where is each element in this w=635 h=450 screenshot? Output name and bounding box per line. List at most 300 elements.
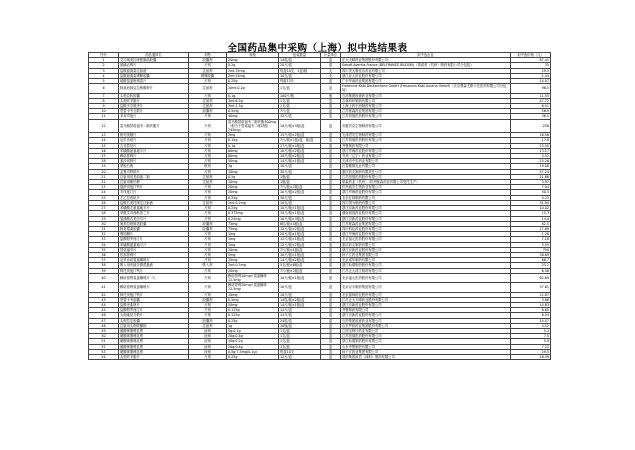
cell-dosage-form: 涂剂	[189, 344, 227, 349]
cell-drug-name: 厄贝沙坦氢氯噻嗪片	[119, 258, 189, 263]
cell-drug-name: 盐酸多奈哌齐片	[119, 104, 189, 109]
cell-drug-name: 盐酸右美托咪定注射液	[119, 200, 189, 205]
cell-company: 北京京丰制药集团有限公司	[341, 283, 511, 292]
cell-dosage-form: 片剂	[189, 93, 227, 98]
cell-index: 8	[89, 98, 119, 103]
cell-unit: 盒	[321, 318, 341, 323]
cell-price: 38.89	[511, 252, 551, 257]
cell-unit: 盒	[321, 328, 341, 333]
cell-package: 10片/板×2板/盒	[279, 154, 321, 159]
cell-index: 17	[89, 154, 119, 159]
cell-package: 24粒/盒	[279, 318, 321, 323]
cell-company: 湖南洞庭药业股份有限公司	[341, 211, 511, 216]
cell-unit: 盒	[321, 349, 341, 354]
column-header: 包装数量	[279, 53, 321, 58]
cell-spec: 0.1g	[227, 143, 279, 148]
cell-drug-name: 阿莫西林克拉维酸钾片	[119, 84, 189, 93]
cell-spec: 0.5mg	[227, 109, 279, 114]
cell-drug-name: 盐酸氨溴索缓释胶囊	[119, 73, 189, 78]
cell-index: 42	[89, 292, 119, 297]
cell-company: 浙江京新药业股份有限公司	[341, 216, 511, 221]
cell-price: 36.5	[511, 114, 551, 119]
cell-unit: 盒	[321, 334, 341, 339]
cell-index: 35	[89, 247, 119, 252]
cell-package: 12片/盒	[279, 354, 321, 359]
results-table	[88, 52, 551, 360]
cell-drug-name: 艾司奥美拉唑镁肠溶胶囊	[119, 58, 189, 63]
cell-package: 1支/盒	[279, 339, 321, 344]
cell-index: 14	[89, 138, 119, 143]
cell-dosage-form: 片剂	[189, 252, 227, 257]
cell-company: 吉林四环制药有限公司	[341, 98, 511, 103]
cell-spec: 0.125g	[227, 313, 279, 318]
cell-package: 10瓶/盒	[279, 323, 321, 328]
cell-price: 15.3	[511, 211, 551, 216]
cell-price: 10.02	[511, 206, 551, 211]
cell-unit: 盒	[321, 109, 341, 114]
cell-package: 10片/板×1板/盒	[279, 273, 321, 282]
column-header: 拟中选价格（元）	[511, 53, 551, 58]
cell-drug-name: 硝酸咪康唑乳膏	[119, 334, 189, 339]
cell-drug-name: 硝酸咪康唑乳膏	[119, 339, 189, 344]
cell-package: 14片/盒	[279, 308, 321, 313]
cell-package: 17片/板×4板/盒	[279, 143, 321, 148]
cell-package: 14片/板×1板/盒	[279, 302, 321, 307]
cell-spec: 10mg	[227, 292, 279, 297]
cell-index: 29	[89, 216, 119, 221]
cell-price: 13.17	[511, 148, 551, 153]
cell-unit: 盒	[321, 344, 341, 349]
cell-dosage-form: 注射剂	[189, 174, 227, 179]
cell-spec: 0.5g:7.5mg(0.1g)	[227, 349, 279, 354]
cell-price: 62.69	[511, 273, 551, 282]
cell-price: 56.9	[511, 109, 551, 114]
table-row	[89, 273, 551, 282]
cell-index: 54	[89, 354, 119, 359]
cell-drug-name: 盐酸氨溴索注射液	[119, 68, 189, 73]
cell-dosage-form: 片剂	[189, 247, 227, 252]
cell-drug-name: 依那普利片	[119, 252, 189, 257]
cell-drug-name: 头孢呋辛酯片	[119, 98, 189, 103]
cell-index: 25	[89, 195, 119, 200]
cell-price: 258	[511, 119, 551, 133]
cell-dosage-form: 片剂	[189, 148, 227, 153]
cell-company: 浙江京新药业股份有限公司	[341, 206, 511, 211]
cell-spec: 5mg	[227, 252, 279, 257]
cell-unit: 盒	[321, 247, 341, 252]
cell-price: 68.7	[511, 258, 551, 263]
cell-package: 10片/板×2板/盒	[279, 148, 321, 153]
cell-dosage-form: 注射剂	[189, 104, 227, 109]
cell-unit: 盒	[321, 211, 341, 216]
cell-index: 39	[89, 268, 119, 273]
cell-index: 49	[89, 328, 119, 333]
cell-index: 40	[89, 273, 119, 282]
cell-package: 12片/板×2板/盒	[279, 226, 321, 231]
cell-drug-name: 富马酸替诺福韦二吡呋酯片	[119, 119, 189, 133]
cell-dosage-form: 片剂	[189, 169, 227, 174]
cell-drug-name: 硫酸氢氯吡格雷片	[119, 79, 189, 84]
cell-dosage-form: 胶囊剂	[189, 109, 227, 114]
cell-unit: 盒	[321, 180, 341, 185]
cell-dosage-form: 片剂	[189, 185, 227, 190]
cell-spec: 20mg	[227, 185, 279, 190]
cell-drug-name: 替诺福韦片	[119, 247, 189, 252]
cell-price: 14.83	[511, 302, 551, 307]
cell-unit: 盒	[321, 169, 341, 174]
table-row	[89, 119, 551, 133]
cell-company: 江苏正大天晴药业股份有限公司	[341, 297, 511, 302]
cell-package: 14片/板×2板/盒	[279, 258, 321, 263]
cell-spec: 75mg	[227, 226, 279, 231]
cell-company: 齐鲁制药有限公司	[341, 143, 511, 148]
cell-dosage-form: 片剂	[189, 206, 227, 211]
cell-dosage-form: 缓释胶囊	[189, 73, 227, 78]
cell-company: 四川科伦药业股份有限公司	[341, 226, 511, 231]
cell-company: 北京嘉林药业股份有限公司	[341, 292, 511, 297]
cell-price: 16.56	[511, 133, 551, 138]
cell-unit: 盒	[321, 164, 341, 169]
cell-unit: 盒	[321, 114, 341, 119]
cell-company: 上海上药中西制药有限公司	[341, 104, 511, 109]
cell-price: 21.66	[511, 174, 551, 179]
cell-index: 4	[89, 73, 119, 78]
cell-price: 5.55	[511, 242, 551, 247]
cell-price: 23.2	[511, 263, 551, 268]
cell-company: 江苏恒瑞医药股份有限公司	[341, 114, 511, 119]
cell-dosage-form: 胶囊剂	[189, 318, 227, 323]
cell-drug-name: 注射用头孢哌酮钠	[119, 323, 189, 328]
column-header: 药品通用名	[119, 53, 189, 58]
cell-dosage-form: 胶囊剂	[189, 226, 227, 231]
cell-package: 1支/盒	[279, 98, 321, 103]
cell-dosage-form: 片剂	[189, 268, 227, 273]
cell-company: 天津市中央药业有限公司	[341, 159, 511, 164]
cell-drug-name: 恩替卡韦分散片	[119, 109, 189, 114]
cell-company: 北京福元医药股份有限公司	[341, 237, 511, 242]
cell-company: 浙江仙琚制药股份有限公司	[341, 263, 511, 268]
cell-unit: 盒	[321, 232, 341, 237]
cell-spec: 2mg	[227, 133, 279, 138]
cell-package: 12片/盒	[279, 114, 321, 119]
cell-unit: 盒	[321, 308, 341, 313]
cell-spec: 75mg	[227, 221, 279, 226]
cell-package: 10片/板×1板/盒	[279, 211, 321, 216]
cell-unit: 支	[321, 73, 341, 78]
cell-drug-name: 吉非替尼片	[119, 143, 189, 148]
cell-unit: 盒	[321, 159, 341, 164]
cell-price: 67.41	[511, 58, 551, 63]
cell-company: 杭州迪安生物药业有限公司	[341, 185, 511, 190]
cell-drug-name: 苯磺酸氨氯地平片	[119, 148, 189, 153]
cell-spec: 1mg	[227, 237, 279, 242]
cell-price: 6.65	[511, 308, 551, 313]
cell-dosage-form: 片剂	[189, 143, 227, 148]
cell-package: 1支/盒	[279, 334, 321, 339]
cell-price: 1.44	[511, 73, 551, 78]
cell-spec: 0.2g	[227, 63, 279, 68]
cell-index: 19	[89, 164, 119, 169]
cell-drug-name: 恩替卡韦胶囊	[119, 297, 189, 302]
cell-price: 31.94	[511, 200, 551, 205]
cell-price: 7.25	[511, 344, 551, 349]
cell-spec: 20mg	[227, 268, 279, 273]
cell-spec: 0.25g	[227, 206, 279, 211]
cell-drug-name: 孟鲁司特钠片	[119, 169, 189, 174]
cell-spec: 50mg	[227, 302, 279, 307]
cell-drug-name: 瑞舒伐他汀钙片	[119, 185, 189, 190]
cell-price: 7.5	[511, 334, 551, 339]
cell-package: 15片/板×2板/盒	[279, 133, 321, 138]
cell-unit: 盒	[321, 268, 341, 273]
cell-package: 20片/板×1板/盒	[279, 232, 321, 237]
cell-index: 12	[89, 119, 119, 133]
cell-drug-name: 吸入用布地奈德混悬液	[119, 263, 189, 268]
cell-company: 齐鲁制药有限公司	[341, 308, 511, 313]
cell-package: 14粒/盒	[279, 58, 321, 63]
cell-index: 24	[89, 190, 119, 195]
cell-price: 7.04	[511, 185, 551, 190]
cell-company: 扬子江药业集团有限公司	[341, 349, 511, 354]
cell-drug-name: 赖诺普利氢氯噻嗪片（Ⅰ）	[119, 273, 189, 282]
cell-package: 1瓶/盒	[279, 174, 321, 179]
cell-index: 34	[89, 242, 119, 247]
cell-dosage-form: 片剂	[189, 216, 227, 221]
cell-package: 1支/盒	[279, 104, 321, 109]
cell-index: 50	[89, 334, 119, 339]
cell-spec: 10mg	[227, 180, 279, 185]
cell-dosage-form: 片剂	[189, 79, 227, 84]
cell-package: 10片/板×1板/盒	[279, 252, 321, 257]
cell-company: 浙江华海药业股份有限公司	[341, 232, 511, 237]
cell-price: 6.56	[511, 268, 551, 273]
cell-dosage-form: 注射剂	[189, 200, 227, 205]
cell-dosage-form: 注射剂	[189, 68, 227, 73]
cell-price: 5.4	[511, 328, 551, 333]
cell-company: 扬子江药业集团有限公司	[341, 252, 511, 257]
cell-spec: 0.5mg	[227, 297, 279, 302]
cell-unit: 盒	[321, 226, 341, 231]
cell-spec: 40mg	[227, 114, 279, 119]
cell-index: 51	[89, 339, 119, 344]
cell-drug-name: 头孢拉定胶囊	[119, 318, 189, 323]
cell-spec: 1mg	[227, 232, 279, 237]
cell-spec: 60mg	[227, 154, 279, 159]
cell-index: 15	[89, 143, 119, 148]
cell-package: 每板12片	[279, 79, 321, 84]
cell-dosage-form: 片剂	[189, 273, 227, 282]
cell-dosage-form: 片剂	[189, 133, 227, 138]
cell-company: 四川国为制药有限公司	[341, 200, 511, 205]
cell-unit: 盒	[321, 185, 341, 190]
cell-price: 19.08	[511, 164, 551, 169]
cell-unit: 盒	[321, 143, 341, 148]
cell-dosage-form: 注射剂	[189, 323, 227, 328]
cell-company: 苏州（辽宁）药业有限公司	[341, 154, 511, 159]
cell-dosage-form: 片剂	[189, 119, 227, 133]
cell-drug-name: 草酸艾司西酞普兰片	[119, 211, 189, 216]
column-header: 拟中选企业	[341, 53, 511, 58]
cell-unit: 盒	[321, 237, 341, 242]
cell-unit: 盒	[321, 138, 341, 143]
cell-dosage-form: 片剂	[189, 138, 227, 143]
cell-package: 5支/板×6板/盒	[279, 263, 321, 268]
cell-unit: 盒	[321, 98, 341, 103]
cell-package: 1支/盒	[279, 84, 321, 93]
cell-unit: 盒	[321, 84, 341, 93]
cell-spec: 50mg	[227, 159, 279, 164]
cell-dosage-form: 胶囊剂	[189, 297, 227, 302]
cell-unit: 盒	[321, 339, 341, 344]
cell-unit: 盒	[321, 258, 341, 263]
cell-dosage-form: 注射剂	[189, 180, 227, 185]
cell-price: 4.52	[511, 323, 551, 328]
cell-spec: 赖诺普利10mg+氢氯噻嗪12.5mg	[227, 273, 279, 282]
cell-unit: 盒	[321, 148, 341, 153]
cell-package: 1瓶/盒	[279, 180, 321, 185]
cell-unit: 盒	[321, 119, 341, 133]
cell-spec: 1mg	[227, 242, 279, 247]
cell-company: 重庆药友制药有限责任公司	[341, 169, 511, 174]
page-title: 全国药品集中采购（上海）拟中选结果表	[227, 43, 408, 54]
cell-index: 21	[89, 174, 119, 179]
cell-package: 20片/盒	[279, 63, 321, 68]
cell-drug-name: 头孢地尼分散片	[119, 313, 189, 318]
cell-drug-name: 硝酸咪康唑乳膏	[119, 328, 189, 333]
cell-drug-name: 左乙拉西坦片	[119, 195, 189, 200]
cell-price: 5.9	[511, 339, 551, 344]
cell-package: 7片/板×1板/盒，板/盒	[279, 138, 321, 143]
cell-company: 天津君安生物制药有限公司	[341, 133, 511, 138]
cell-company: 北京红林制药有限公司	[341, 195, 511, 200]
cell-unit: 盒	[321, 292, 341, 297]
cell-spec: 1g	[227, 323, 279, 328]
cell-unit: 盒	[321, 354, 341, 359]
cell-package: 10片/板×2板/盒	[279, 190, 321, 195]
cell-drug-name: 厄贝沙坦片	[119, 138, 189, 143]
cell-index: 41	[89, 283, 119, 292]
cell-index: 23	[89, 185, 119, 190]
cell-spec: 0.125g	[227, 308, 279, 313]
cell-company: 山东罗欣药业集团股份有限公司	[341, 323, 511, 328]
cell-company: 山东齐鲁制药有限公司	[341, 344, 511, 349]
cell-drug-name: 苯磺酸左氨氯地平片	[119, 206, 189, 211]
cell-price: 50.3	[511, 190, 551, 195]
cell-spec: 0.25g	[227, 354, 279, 359]
cell-unit: 盒	[321, 190, 341, 195]
cell-spec: 20mg	[227, 247, 279, 252]
cell-unit: 瓶	[321, 93, 341, 98]
cell-index: 10	[89, 109, 119, 114]
cell-spec: 赖诺普利20mg+氢氯噻嗪12.5mg	[227, 283, 279, 292]
cell-company: 江苏恒瑞医药股份有限公司	[341, 138, 511, 143]
cell-spec: 25mg	[227, 258, 279, 263]
cell-package: 7片/板×2板/盒	[279, 268, 321, 273]
cell-index: 32	[89, 232, 119, 237]
cell-spec: 0.15g	[227, 138, 279, 143]
cell-dosage-form: 片剂	[189, 242, 227, 247]
cell-package: 10片/板×3板/盒	[279, 216, 321, 221]
cell-dosage-form: 片剂	[189, 232, 227, 237]
cell-dosage-form: 片剂	[189, 63, 227, 68]
cell-unit: 盒	[321, 58, 341, 63]
cell-price: 37.61	[511, 283, 551, 292]
cell-dosage-form: 注射剂	[189, 84, 227, 93]
cell-dosage-form: 散剂	[189, 164, 227, 169]
cell-index: 46	[89, 313, 119, 318]
cell-unit: 盒	[321, 297, 341, 302]
cell-unit: 盒	[321, 263, 341, 268]
cell-index: 5	[89, 79, 119, 84]
cell-unit: 盒	[321, 242, 341, 247]
cell-dosage-form: 片剂	[189, 354, 227, 359]
cell-dosage-form: 片剂	[189, 283, 227, 292]
cell-price: 1.28	[511, 232, 551, 237]
cell-dosage-form: 片剂	[189, 237, 227, 242]
cell-unit: 盒	[321, 200, 341, 205]
cell-spec: 60mg	[227, 148, 279, 153]
cell-dosage-form: 胶囊剂	[189, 221, 227, 226]
cell-dosage-form: 片剂	[189, 211, 227, 216]
cell-price: 82.5	[511, 221, 551, 226]
cell-dosage-form: 片剂	[189, 308, 227, 313]
cell-package: 10片/板×3板/盒	[279, 119, 321, 133]
cell-spec: 20g:0.4g	[227, 344, 279, 349]
cell-package: 12片/板×2板/盒	[279, 242, 321, 247]
cell-price: 29.5	[511, 68, 551, 73]
cell-index: 48	[89, 323, 119, 328]
cell-unit: 盒	[321, 273, 341, 282]
cell-dosage-form: 涂剂	[189, 339, 227, 344]
cell-company: 江苏正大清江制药有限公司	[341, 268, 511, 273]
cell-price: 57.24	[511, 169, 551, 174]
cell-unit: 盒	[321, 283, 341, 292]
cell-package: 10片/盒	[279, 164, 321, 169]
cell-spec: 2ml:0.5mg	[227, 263, 279, 268]
cell-drug-name: 利培酮片	[119, 232, 189, 237]
cell-index: 18	[89, 159, 119, 164]
cell-spec: 0.1g	[227, 93, 279, 98]
cell-index: 7	[89, 93, 119, 98]
cell-spec: 20mg	[227, 190, 279, 195]
cell-price: 29.5	[511, 349, 551, 354]
cell-spec: 富马酸替诺福韦二吡呋酯300mg（相当于替诺福韦二吡呋酯245mg）	[227, 119, 279, 133]
cell-dosage-form: 片剂	[189, 190, 227, 195]
cell-dosage-form: 片剂	[189, 258, 227, 263]
cell-company: 浙江华海药业股份有限公司	[341, 190, 511, 195]
cell-package: 100片/瓶	[279, 93, 321, 98]
cell-company: Fresenius Kabi Deutschland GmbH (Fresenius Kabi Austria GmbH)（北京费森尤斯卡比医药有限公司分包装）	[341, 84, 511, 93]
cell-package: 14片/板×1板/盒	[279, 159, 321, 164]
cell-package: 10片/板×1板/盒	[279, 206, 321, 211]
cell-price: 4.23	[511, 195, 551, 200]
cell-dosage-form: 片剂	[189, 159, 227, 164]
cell-dosage-form: 片剂	[189, 195, 227, 200]
cell-unit: 盒	[321, 313, 341, 318]
cell-company: 江苏豪森药业集团有限公司	[341, 221, 511, 226]
cell-dosage-form: 片剂	[189, 154, 227, 159]
cell-unit: 盒	[321, 323, 341, 328]
cell-company: 浙江亚太药业股份有限公司	[341, 73, 511, 78]
cell-drug-name: 氨磺必利片	[119, 63, 189, 68]
cell-index: 28	[89, 211, 119, 216]
cell-index: 38	[89, 263, 119, 268]
cell-spec: 20ml:0.2g	[227, 84, 279, 93]
cell-unit: 盒	[321, 79, 341, 84]
cell-index: 20	[89, 169, 119, 174]
cell-company: 浙江仙琚制药股份有限公司	[341, 339, 511, 344]
cell-price: 25.26	[511, 159, 551, 164]
